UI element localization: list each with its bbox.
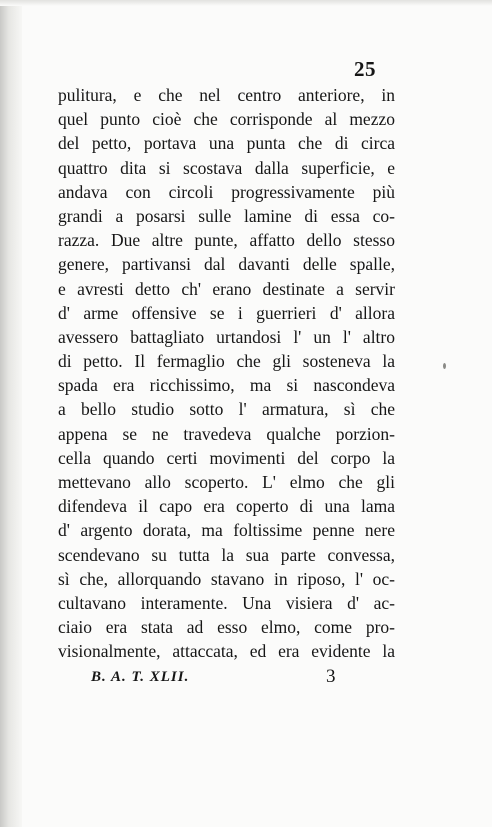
text-line: di petto. Il fermaglio che gli sosteneva la — [58, 351, 395, 372]
body-text — [58, 83, 395, 664]
text-line: cella quando certi movimenti del corpo la — [58, 447, 395, 468]
page-top-edge — [0, 0, 492, 6]
text-line: appena se ne travedeva qualche porzion- — [58, 423, 395, 444]
text-line: cultavano interamente. Una visiera d' ac- — [58, 592, 395, 613]
text-line: a bello studio sotto l' armatura, sì che — [58, 399, 395, 420]
sheet-number: 3 — [326, 666, 336, 687]
text-line: avessero battagliato urtandosi l' un l' altro — [58, 326, 395, 347]
text-line: sì che, allorquando stavano in riposo, l' oc- — [58, 568, 395, 589]
printer-signature: B. A. T. XLII. — [91, 669, 190, 685]
text-line: mettevano allo scoperto. L' elmo che gli — [58, 472, 395, 492]
text-line: quattro dita si scostava dalla superficie, e — [58, 157, 395, 178]
text-line: visionalmente, attaccata, ed era evidente la — [58, 641, 395, 662]
text-line: difendeva il capo era coperto di una lama — [58, 496, 395, 517]
text-line: grandi a posarsi sulle lamine di essa co- — [58, 205, 395, 226]
text-line: d' argento dorata, ma foltissime penne nere — [58, 520, 395, 541]
page-number: 25 — [354, 57, 376, 81]
text-line: quel punto cioè che corrisponde al mezzo — [58, 109, 395, 130]
text-line: del petto, portava una punta che di circa — [58, 133, 395, 154]
text-line: pulitura, e che nel centro anteriore, in — [58, 85, 395, 105]
text-line: d' arme offensive se i guerrieri d' allora — [58, 302, 395, 323]
text-line: razza. Due altre punte, affatto dello stesso — [58, 230, 395, 251]
text-line: ciaio era stata ad esso elmo, come pro- — [58, 617, 395, 638]
text-line: e avresti detto ch' erano destinate a servir — [58, 278, 395, 299]
text-line: genere, partivansi dal davanti delle spalle, — [58, 254, 395, 275]
text-line: andava con circoli progressivamente più — [58, 181, 395, 202]
text-line: scendevano su tutta la sua parte convessa, — [58, 544, 395, 565]
binding-gutter-shadow — [0, 0, 22, 827]
text-line: spada era ricchissimo, ma si nascondeva — [58, 375, 395, 396]
ink-speck — [443, 363, 446, 369]
